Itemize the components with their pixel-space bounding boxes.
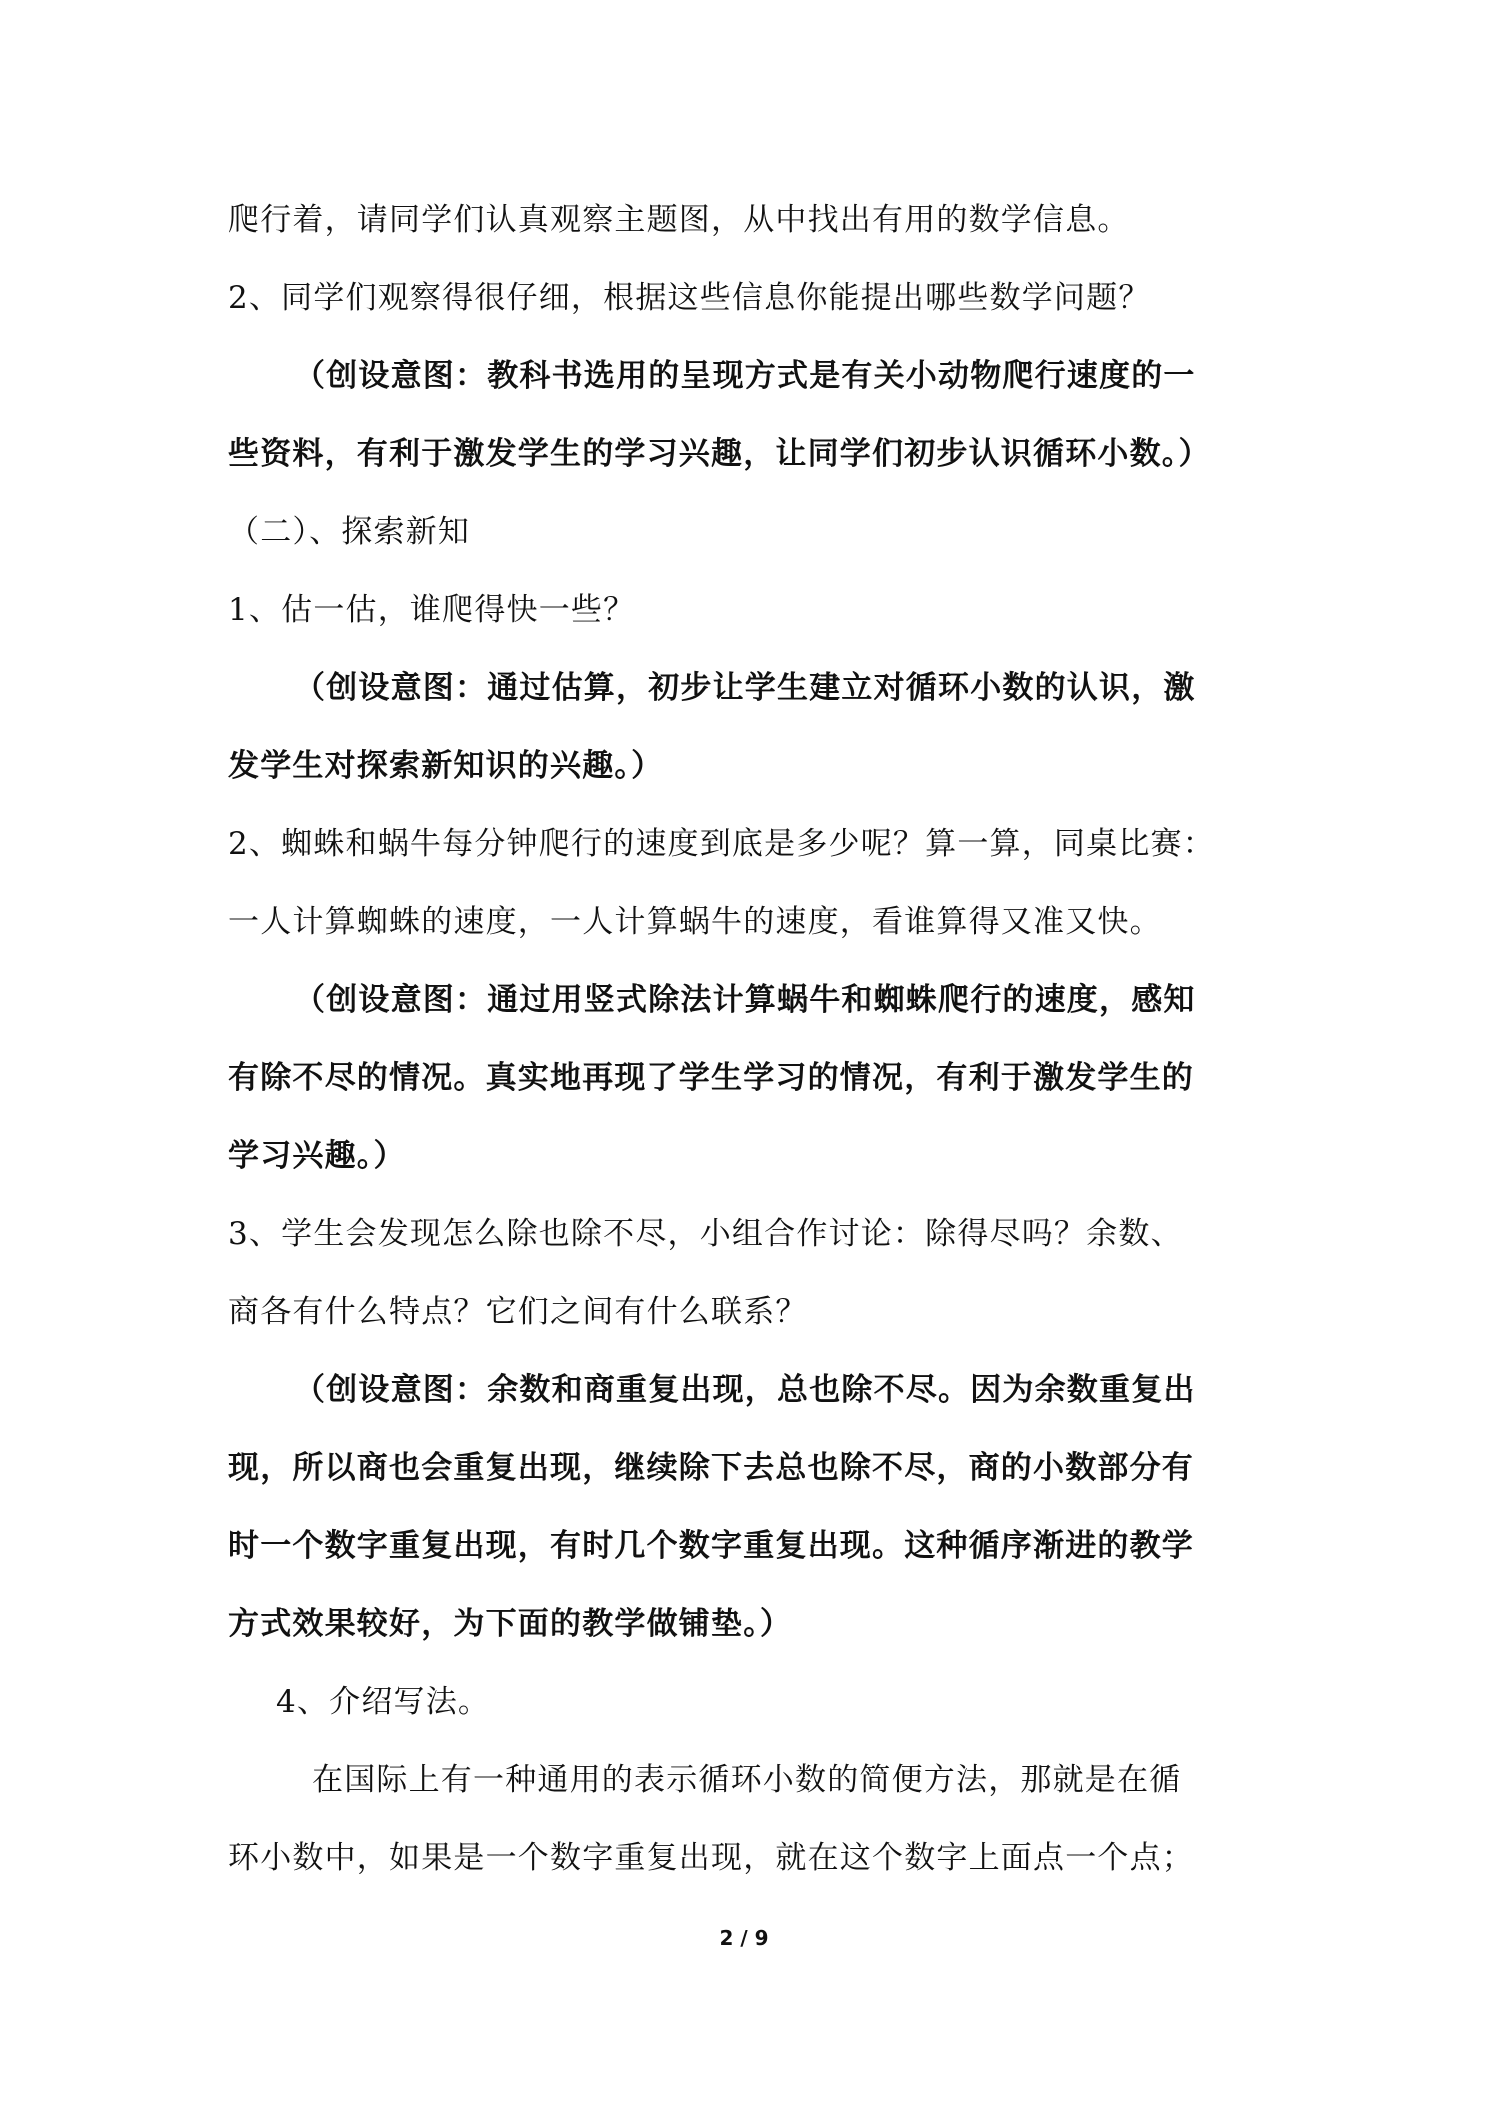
- text-line: 3、学生会发现怎么除也除不尽，小组合作讨论：除得尽吗？余数、: [228, 1216, 1183, 1252]
- text-line: 环小数中，如果是一个数字重复出现，就在这个数字上面点一个点；: [228, 1840, 1194, 1876]
- page-number: 2 / 9: [719, 1926, 769, 1950]
- text-line: 2、蜘蛛和蜗牛每分钟爬行的速度到底是多少呢？算一算，同桌比赛：: [228, 826, 1215, 862]
- text-line: 一人计算蜘蛛的速度，一人计算蜗牛的速度，看谁算得又准又快。: [228, 904, 1162, 940]
- design-intent-line: （创设意图：通过用竖式除法计算蜗牛和蜘蛛爬行的速度，感知: [294, 982, 1196, 1018]
- section-heading: （二）、探索新知: [228, 514, 471, 550]
- text-line: 爬行着，请同学们认真观察主题图，从中找出有用的数学信息。: [228, 202, 1130, 238]
- design-intent-line: 现，所以商也会重复出现，继续除下去总也除不尽，商的小数部分有: [228, 1450, 1194, 1486]
- text-line: 4、介绍写法。: [276, 1684, 491, 1720]
- design-intent-line: 时一个数字重复出现，有时几个数字重复出现。这种循序渐进的教学: [228, 1528, 1194, 1564]
- text-line: 1、估一估，谁爬得快一些？: [228, 592, 636, 628]
- text-line: 商各有什么特点？它们之间有什么联系？: [228, 1294, 808, 1330]
- design-intent-line: （创设意图：余数和商重复出现，总也除不尽。因为余数重复出: [294, 1372, 1196, 1408]
- design-intent-line: 方式效果较好，为下面的教学做铺垫。）: [228, 1606, 793, 1642]
- design-intent-line: （创设意图：教科书选用的呈现方式是有关小动物爬行速度的一: [294, 358, 1196, 394]
- design-intent-line: 学习兴趣。）: [228, 1138, 406, 1174]
- design-intent-line: 发学生对探索新知识的兴趣。）: [228, 748, 664, 784]
- design-intent-line: （创设意图：通过估算，初步让学生建立对循环小数的认识，激: [294, 670, 1196, 706]
- text-line: 2、同学们观察得很仔细，根据这些信息你能提出哪些数学问题？: [228, 280, 1151, 316]
- design-intent-line: 些资料，有利于激发学生的学习兴趣，让同学们初步认识循环小数。）: [228, 436, 1211, 472]
- design-intent-line: 有除不尽的情况。真实地再现了学生学习的情况，有利于激发学生的: [228, 1060, 1194, 1096]
- text-line: 在国际上有一种通用的表示循环小数的简便方法，那就是在循: [312, 1762, 1182, 1798]
